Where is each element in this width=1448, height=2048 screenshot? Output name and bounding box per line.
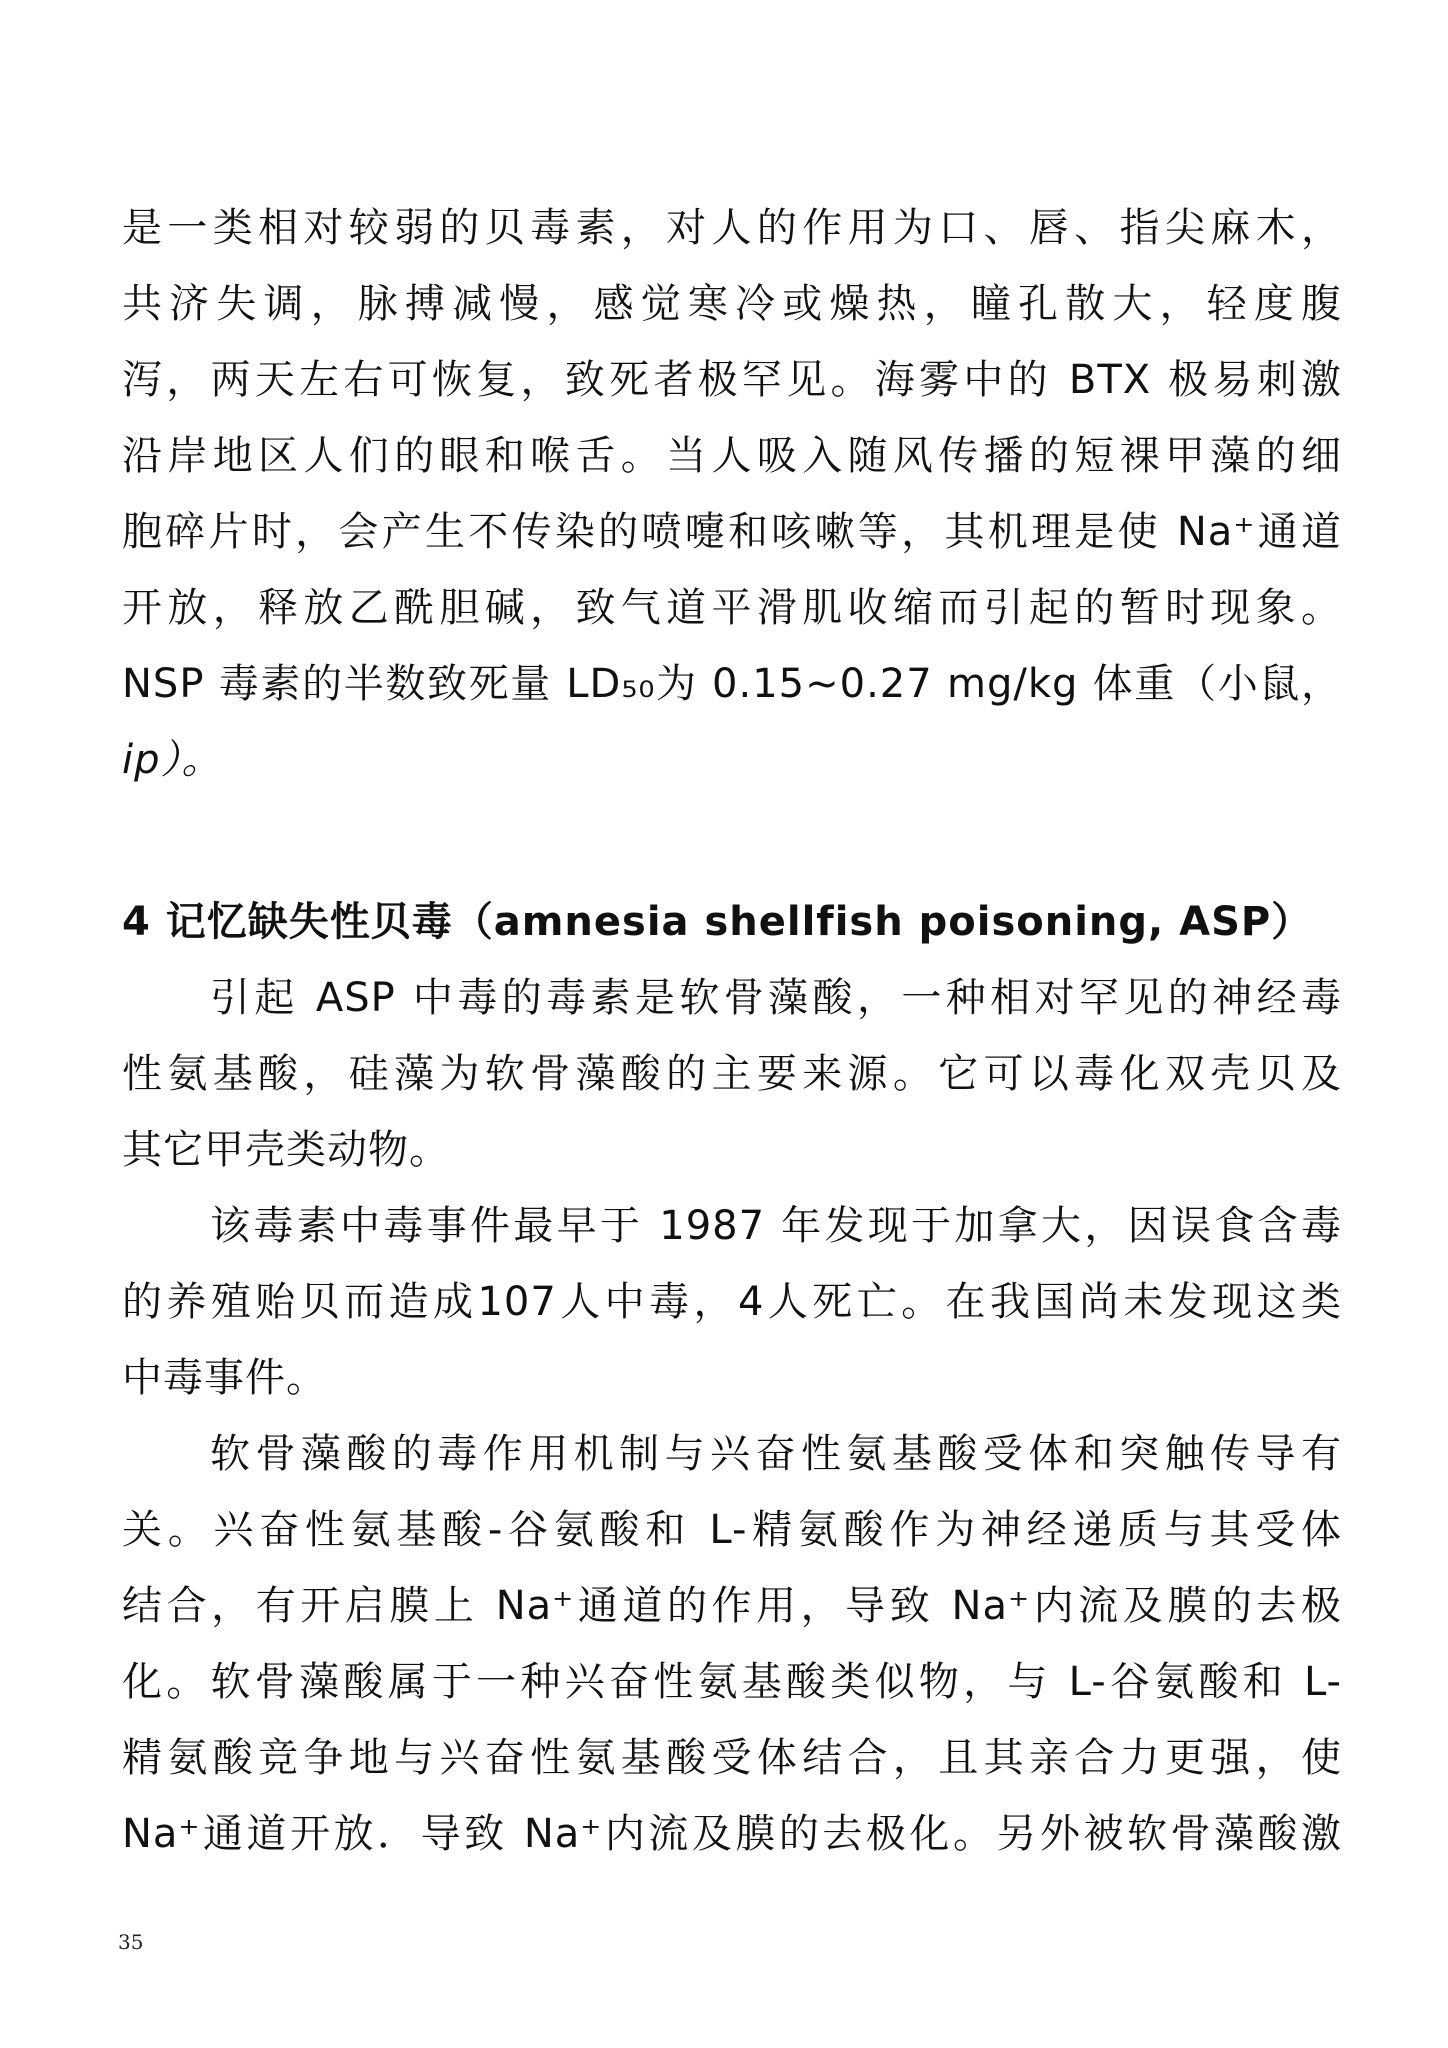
page-number: 35	[118, 1930, 144, 1954]
text-line: 精氨酸竞争地与兴奋性氨基酸受体结合，且其亲合力更强，使	[122, 1735, 1342, 1781]
paragraph-asp-mechanism	[122, 1416, 1342, 1872]
text-line: Na⁺通道开放．导致 Na⁺内流及膜的去极化。另外被软骨藻酸激	[122, 1811, 1342, 1857]
page-body	[122, 190, 1342, 1872]
text-line: NSP 毒素的半数致死量 LD₅₀为 0.15~0.27 mg/kg 体重（小鼠，	[122, 661, 1342, 707]
text-line: 泻，两天左右可恢复，致死者极罕见。海雾中的 BTX 极易刺激	[122, 357, 1342, 403]
text-line: 软骨藻酸的毒作用机制与兴奋性氨基酸受体和突触传导有	[210, 1431, 1342, 1477]
text-line: 性氨基酸，硅藻为软骨藻酸的主要来源。它可以毒化双壳贝及	[122, 1051, 1342, 1097]
paragraph-asp-source	[122, 960, 1342, 1188]
section-gap	[122, 798, 1342, 884]
paragraph-asp-history	[122, 1188, 1342, 1416]
text-line: 其它甲壳类动物。	[122, 1127, 450, 1173]
text-line: 沿岸地区人们的眼和喉舌。当人吸入随风传播的短裸甲藻的细	[122, 433, 1342, 479]
text-line: 的养殖贻贝而造成107人中毒，4人死亡。在我国尚未发现这类	[122, 1279, 1342, 1325]
text-line: 关。兴奋性氨基酸-谷氨酸和 L-精氨酸作为神经递质与其受体	[122, 1507, 1342, 1553]
text-line: 共济失调，脉搏减慢，感觉寒冷或燥热，瞳孔散大，轻度腹	[122, 281, 1342, 327]
text-line: 中毒事件。	[122, 1355, 327, 1401]
text-line: 引起 ASP 中毒的毒素是软骨藻酸，一种相对罕见的神经毒	[210, 975, 1342, 1021]
section-heading: 4 记忆缺失性贝毒（amnesia shellfish poisoning, ASP）	[122, 899, 1313, 945]
text-line: 该毒素中毒事件最早于 1987 年发现于加拿大，因误食含毒	[210, 1203, 1342, 1249]
text-line: 化。软骨藻酸属于一种兴奋性氨基酸类似物，与 L-谷氨酸和 L-	[122, 1659, 1342, 1705]
paragraph-toxin-effects	[122, 190, 1342, 798]
text-line: 胞碎片时，会产生不传染的喷嚏和咳嗽等，其机理是使 Na⁺通道	[122, 509, 1342, 555]
text-line: 是一类相对较弱的贝毒素，对人的作用为口、唇、指尖麻木，	[122, 205, 1342, 251]
text-line: 开放，释放乙酰胆碱，致气道平滑肌收缩而引起的暂时现象。	[122, 585, 1342, 631]
text-line: ip）。	[122, 737, 223, 783]
text-line: 结合，有开启膜上 Na⁺通道的作用，导致 Na⁺内流及膜的去极	[122, 1583, 1342, 1629]
